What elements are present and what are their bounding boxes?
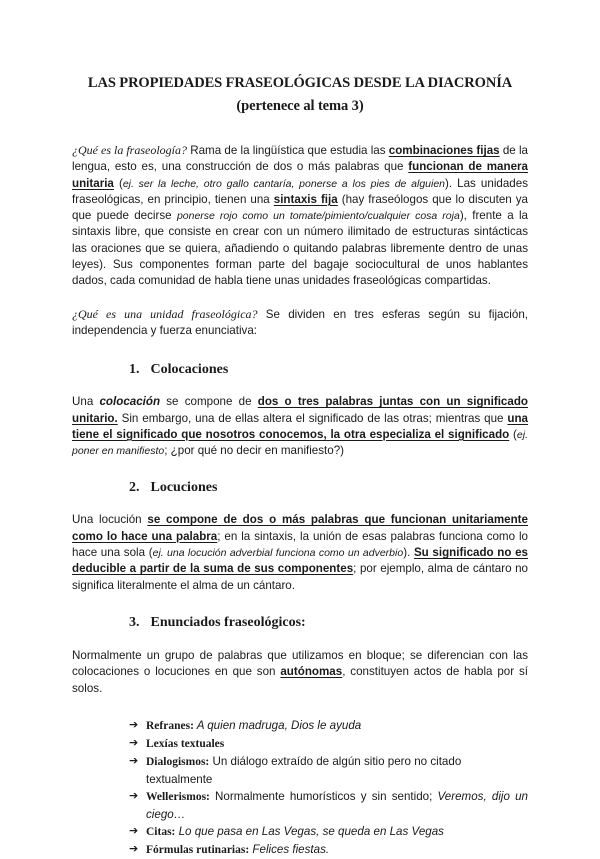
- heading-number: 1.: [129, 362, 140, 378]
- paragraph-colocaciones: [72, 394, 528, 459]
- item-label: Lexías textuales: [146, 737, 225, 750]
- paragraph-enunciados: [72, 648, 528, 697]
- text: Normalmente un grupo de palabras que utilizamos en bloque; se diferencian con las colocaciones o locuciones en que son: [72, 648, 528, 679]
- arrow-icon: ➔: [129, 718, 139, 731]
- item-label: Refranes:: [146, 719, 194, 732]
- text: (: [509, 427, 517, 441]
- item-label: Citas:: [146, 825, 176, 838]
- list-item: [129, 753, 528, 788]
- text: ). Las unidades fraseológicas, en principio, tienen una: [72, 176, 528, 206]
- heading-number: 3.: [129, 614, 140, 630]
- list-item: [129, 735, 528, 753]
- arrow-icon: ➔: [129, 754, 139, 767]
- text: Una locución: [72, 513, 148, 527]
- example-italic: ej. poner en manifiesto: [72, 428, 528, 458]
- item-text: Un diálogo extraído de algún sitio pero no citado textualmente: [146, 754, 462, 786]
- enunciados-list: [72, 717, 528, 859]
- item-example: Veremos, dijo un ciego…: [146, 789, 528, 821]
- underline-combinaciones: combinaciones fijas: [388, 144, 500, 157]
- example-italic: ej. ser la leche, otro gallo cantaría, ponerse a los pies de alguien: [122, 177, 446, 190]
- heading-enunciados: [72, 614, 528, 632]
- text: ; por ejemplo, alma de cántaro no significa literalmente el alma de un cántaro.: [72, 562, 528, 592]
- underline-significado: una tiene el significado que nosotros conocemos, la otra especializa el significado: [72, 411, 528, 441]
- underline-significado: Su significado no es deducible a partir de la suma de sus componentes: [72, 546, 529, 576]
- text: ; en la sintaxis, la unión de esas palabras funciona como lo hace una sola (: [72, 529, 528, 560]
- text: (hay fraseólogos que lo discuten ya que puede decirse: [72, 192, 528, 223]
- text: , constituyen actos de habla por sí solos.: [72, 665, 528, 695]
- heading-locuciones: [72, 479, 528, 497]
- item-example: Lo que pasa en Las Vegas, se queda en Las Vegas: [175, 824, 444, 838]
- text: ).: [403, 546, 414, 560]
- paragraph-fraseologia: [72, 142, 528, 290]
- text: Rama de la lingüística que estudia las: [187, 144, 389, 157]
- heading-text: Enunciados fraseológicos:: [150, 614, 306, 630]
- item-example: Felices fiestas.: [249, 842, 330, 856]
- heading-colocaciones: [72, 361, 528, 379]
- text: de la lengua, esto es, una construcción de dos o más palabras que: [72, 144, 528, 174]
- underline-sintaxis-fija: sintaxis fija: [273, 192, 338, 206]
- example-italic: ponerse rojo como un tomate/pimiento/cualquier cosa roja: [176, 210, 460, 223]
- paragraph-unidad: [72, 306, 528, 340]
- text: se compone de: [160, 395, 258, 409]
- heading-number: 2.: [129, 480, 140, 496]
- document-title: [72, 72, 528, 118]
- text: Se dividen en tres esferas según su fijación, independencia y fuerza enunciativa:: [72, 307, 528, 337]
- heading-text: Colocaciones: [150, 362, 229, 378]
- item-label: Wellerismos:: [146, 790, 210, 803]
- item-label: Dialogismos:: [146, 755, 210, 768]
- text: Sin embargo, una de ellas altera el significado de las otras; mientras que: [117, 411, 508, 425]
- item-text: Normalmente humorísticos y sin sentido;: [209, 789, 438, 803]
- item-example: A quien madruga, Dios le ayuda: [193, 718, 362, 732]
- question-unidad: ¿Qué es una unidad fraseológica?: [72, 306, 258, 321]
- underline-definition: dos o tres palabras juntas con un significado unitario.: [72, 395, 528, 425]
- arrow-icon: ➔: [129, 842, 139, 855]
- title-line-2: (pertenece al tema 3): [236, 98, 364, 114]
- list-item: [129, 717, 528, 735]
- underline-autonomas: autónomas: [280, 665, 343, 679]
- text: Una: [72, 395, 100, 409]
- bold-italic-term: colocación: [99, 395, 161, 409]
- list-item: [129, 823, 528, 841]
- arrow-icon: ➔: [129, 789, 139, 802]
- text: ; ¿por qué no decir en manifiesto?): [164, 444, 345, 458]
- underline-funcionan: funcionan de manera unitaria: [72, 160, 528, 190]
- text: ), frente a la sintaxis libre, que consiste en crear con un número ilimitado de estructuras sintácticas las oraciones que se quiera, añadiendo o quitando palabras libremente dentro de unas leyes). Sus componentes forman parte del bagaje sociocultural de unos hablantes dados, cada comunidad de habla tiene unas unidades fraseológicas compartidas.: [72, 209, 528, 288]
- question-fraseologia: ¿Qué es la fraseología?: [72, 143, 188, 157]
- arrow-icon: ➔: [129, 736, 139, 749]
- arrow-icon: ➔: [129, 824, 139, 837]
- text: (: [113, 176, 123, 190]
- example-italic: ej. una locución adverbial funciona como un adverbio: [152, 547, 404, 560]
- paragraph-locuciones: [72, 512, 528, 593]
- list-item: [129, 841, 528, 859]
- underline-definition: se compone de dos o más palabras que funcionan unitariamente como lo hace una palabra: [72, 513, 528, 543]
- list-item: [129, 788, 528, 823]
- title-line-1: LAS PROPIEDADES FRASEOLÓGICAS DESDE LA DIACRONÍA: [87, 75, 513, 91]
- heading-text: Locuciones: [150, 480, 218, 496]
- item-label: Fórmulas rutinarias:: [146, 843, 250, 856]
